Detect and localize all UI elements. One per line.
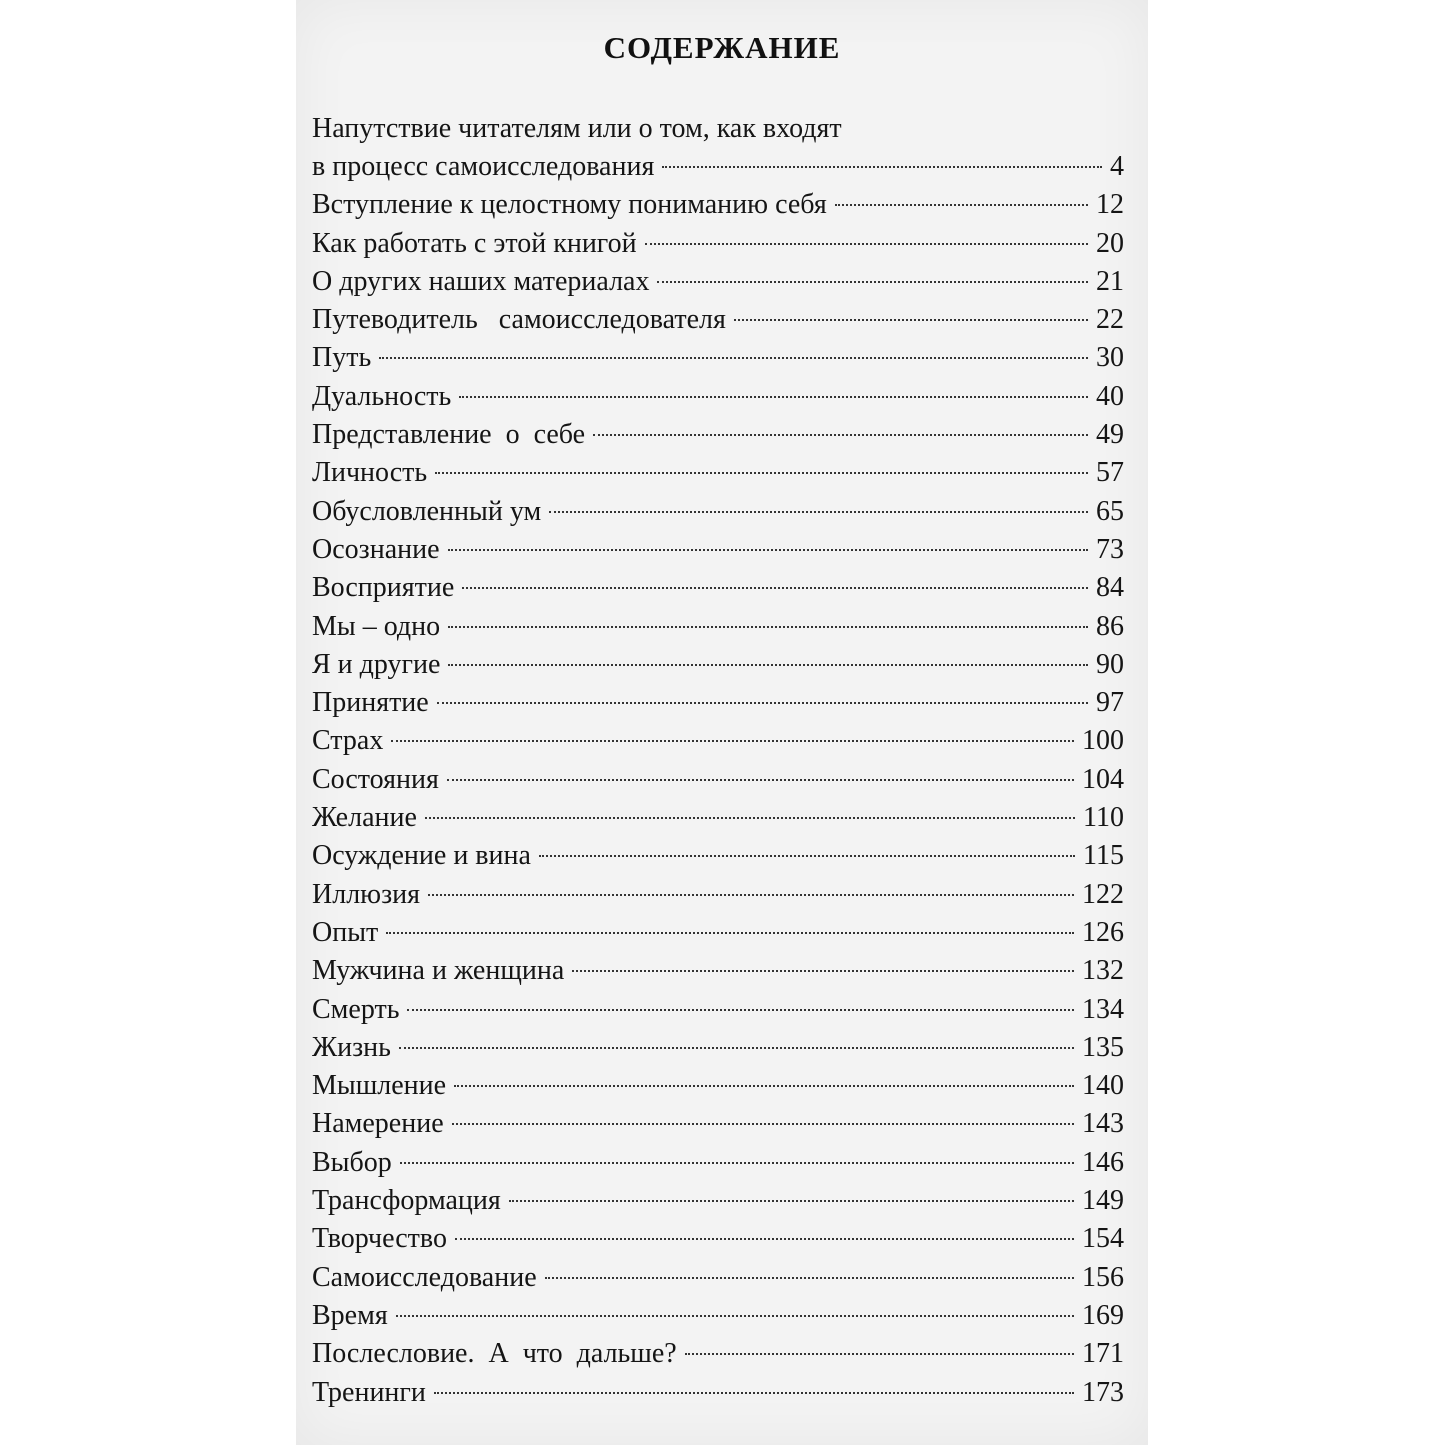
dot-leader: [448, 548, 1088, 551]
toc-entry-label: Мышление: [312, 1070, 447, 1102]
toc-entry-page: 20: [1096, 227, 1124, 259]
toc-entry-page: 86: [1096, 610, 1124, 642]
dot-leader: [396, 1314, 1074, 1317]
toc-entry: [312, 301, 1124, 339]
toc-entry-label: Я и другие: [312, 648, 441, 680]
toc-entry: [312, 1335, 1124, 1373]
page-title: СОДЕРЖАНИЕ: [603, 30, 841, 65]
toc-entry-label: Дуальность: [312, 380, 452, 412]
toc-entry-page: 90: [1096, 648, 1124, 680]
toc-entry-label: Осознание: [312, 533, 440, 565]
dot-leader: [425, 816, 1075, 819]
toc-entry: [312, 416, 1124, 454]
dot-leader: [386, 931, 1074, 934]
toc-entry-label: Самоисследование: [312, 1261, 537, 1293]
toc-entry: [312, 339, 1124, 377]
toc-entry-page: 73: [1096, 533, 1124, 565]
dot-leader: [549, 510, 1088, 513]
dot-leader: [399, 1046, 1074, 1049]
toc-entry: [312, 1374, 1124, 1412]
toc-entry-label: Как работать с этой книгой: [312, 227, 637, 259]
toc-entry-label: Личность: [312, 457, 428, 489]
toc-entry-label: Жизнь: [312, 1031, 391, 1063]
dot-leader: [462, 586, 1088, 589]
toc-entry-label: Выбор: [312, 1146, 392, 1178]
toc-entry: [312, 263, 1124, 301]
toc-entry-page: 115: [1083, 840, 1124, 872]
toc-entry-page: 169: [1082, 1299, 1124, 1331]
toc-entry-label: Мужчина и женщина: [312, 955, 565, 987]
toc-entry: [312, 531, 1124, 569]
toc-entry: [312, 1067, 1124, 1105]
toc-entry-label: Желание: [312, 802, 417, 834]
toc-entry: [312, 722, 1124, 760]
dot-leader: [435, 471, 1088, 474]
toc-entry-page: 135: [1082, 1031, 1124, 1063]
toc-entry-line-1: Напутствие читателям или о том, как входят: [312, 113, 842, 144]
toc-entry-label: Смерть: [312, 993, 400, 1025]
toc-entry-page: 143: [1082, 1108, 1124, 1140]
toc-entry-label: Трансформация: [312, 1185, 501, 1217]
toc-entry-page: 126: [1082, 916, 1124, 948]
dot-leader: [400, 1161, 1074, 1164]
toc-entry: [312, 646, 1124, 684]
dot-leader: [545, 1276, 1074, 1279]
toc-entry-page: 132: [1082, 955, 1124, 987]
toc-entry-label: Путеводитель самоисследователя: [312, 304, 726, 336]
dot-leader: [391, 739, 1074, 742]
toc-entry-label: Опыт: [312, 916, 379, 948]
dot-leader: [662, 165, 1102, 168]
toc-entry: [312, 1182, 1124, 1220]
toc-entry: [312, 1029, 1124, 1067]
toc-entry: [312, 952, 1124, 990]
toc-entry: [312, 1144, 1124, 1182]
toc-entry-label: О других наших материалах: [312, 265, 650, 297]
toc-entry: [312, 914, 1124, 952]
toc-entry-page: 154: [1082, 1223, 1124, 1255]
toc-entry-page: 134: [1082, 993, 1124, 1025]
toc-entry-label: Вступление к целостному пониманию себя: [312, 189, 827, 221]
toc-entry-label: Осуждение и вина: [312, 840, 531, 872]
toc-entry-label: Время: [312, 1299, 388, 1331]
toc-entry-page: 100: [1082, 725, 1124, 757]
dot-leader: [447, 778, 1074, 781]
toc-entry-page: 104: [1082, 763, 1124, 795]
toc-entry-page: 40: [1096, 380, 1124, 412]
dot-leader: [448, 625, 1088, 628]
toc-entry-page: 49: [1096, 419, 1124, 451]
dot-leader: [452, 1122, 1074, 1125]
toc-entry-page: 156: [1082, 1261, 1124, 1293]
table-of-contents: [312, 110, 1124, 1412]
toc-entry-label: Принятие: [312, 687, 429, 719]
toc-entry-page: 173: [1082, 1376, 1124, 1408]
toc-entry-label: Намерение: [312, 1108, 444, 1140]
toc-entry: [312, 569, 1124, 607]
toc-entry-label: Обусловленный ум: [312, 495, 542, 527]
toc-entry-page: 110: [1083, 802, 1124, 834]
toc-entry-page: 12: [1096, 189, 1124, 221]
toc-entry-page: 4: [1110, 151, 1124, 182]
toc-entry: [312, 837, 1124, 875]
dot-leader: [454, 1084, 1074, 1087]
dot-leader: [572, 969, 1074, 972]
toc-entry: [312, 684, 1124, 722]
dot-leader: [539, 854, 1075, 857]
toc-entry-page: 84: [1096, 572, 1124, 604]
dot-leader: [734, 318, 1088, 321]
toc-entry-label: Состояния: [312, 763, 439, 795]
toc-entry-label: Иллюзия: [312, 878, 421, 910]
toc-entry-page: 21: [1096, 265, 1124, 297]
dot-leader: [835, 203, 1088, 206]
toc-entry-label: Восприятие: [312, 572, 455, 604]
toc-entry: [312, 799, 1124, 837]
toc-entry: [312, 454, 1124, 492]
toc-entry: [312, 608, 1124, 646]
dot-leader: [407, 1008, 1074, 1011]
dot-leader: [428, 893, 1074, 896]
dot-leader: [379, 356, 1088, 359]
toc-entry-label: в процесс самоисследования: [312, 151, 655, 182]
dot-leader: [657, 280, 1088, 283]
toc-entry: [312, 876, 1124, 914]
toc-entry: [312, 148, 1124, 186]
toc-entry: [312, 493, 1124, 531]
toc-entry-label: Тренинги: [312, 1376, 426, 1408]
toc-entry-page: 22: [1096, 304, 1124, 336]
toc-entry: [312, 378, 1124, 416]
dot-leader: [437, 701, 1088, 704]
toc-entry-label: Страх: [312, 725, 384, 757]
dot-leader: [434, 1391, 1074, 1394]
toc-entry-page: 97: [1096, 687, 1124, 719]
toc-entry: [312, 225, 1124, 263]
toc-entry-page: 30: [1096, 342, 1124, 374]
dot-leader: [645, 242, 1088, 245]
toc-entry-page: 171: [1082, 1338, 1124, 1370]
toc-entry-page: 65: [1096, 495, 1124, 527]
dot-leader: [455, 1237, 1074, 1240]
toc-entry-page: 122: [1082, 878, 1124, 910]
toc-entry-page: 140: [1082, 1070, 1124, 1102]
toc-entry: [312, 1297, 1124, 1335]
toc-entry: [312, 1259, 1124, 1297]
toc-entry-label: Творчество: [312, 1223, 447, 1255]
toc-entry-label: Представление о себе: [312, 419, 586, 451]
toc-entry-page: 146: [1082, 1146, 1124, 1178]
toc-entry: [312, 1220, 1124, 1258]
toc-entry: [312, 991, 1124, 1029]
toc-entry-page: 149: [1082, 1185, 1124, 1217]
toc-entry-label: Мы – одно: [312, 610, 441, 642]
dot-leader: [593, 433, 1088, 436]
dot-leader: [459, 395, 1088, 398]
toc-entry-page: 57: [1096, 457, 1124, 489]
toc-entry-label: Послесловие. А что дальше?: [312, 1338, 677, 1370]
toc-entry: [312, 1105, 1124, 1143]
toc-entry-label: Путь: [312, 342, 372, 374]
dot-leader: [448, 663, 1088, 666]
dot-leader: [685, 1352, 1074, 1355]
toc-entry: [312, 186, 1124, 224]
dot-leader: [509, 1199, 1074, 1202]
toc-entry: [312, 761, 1124, 799]
